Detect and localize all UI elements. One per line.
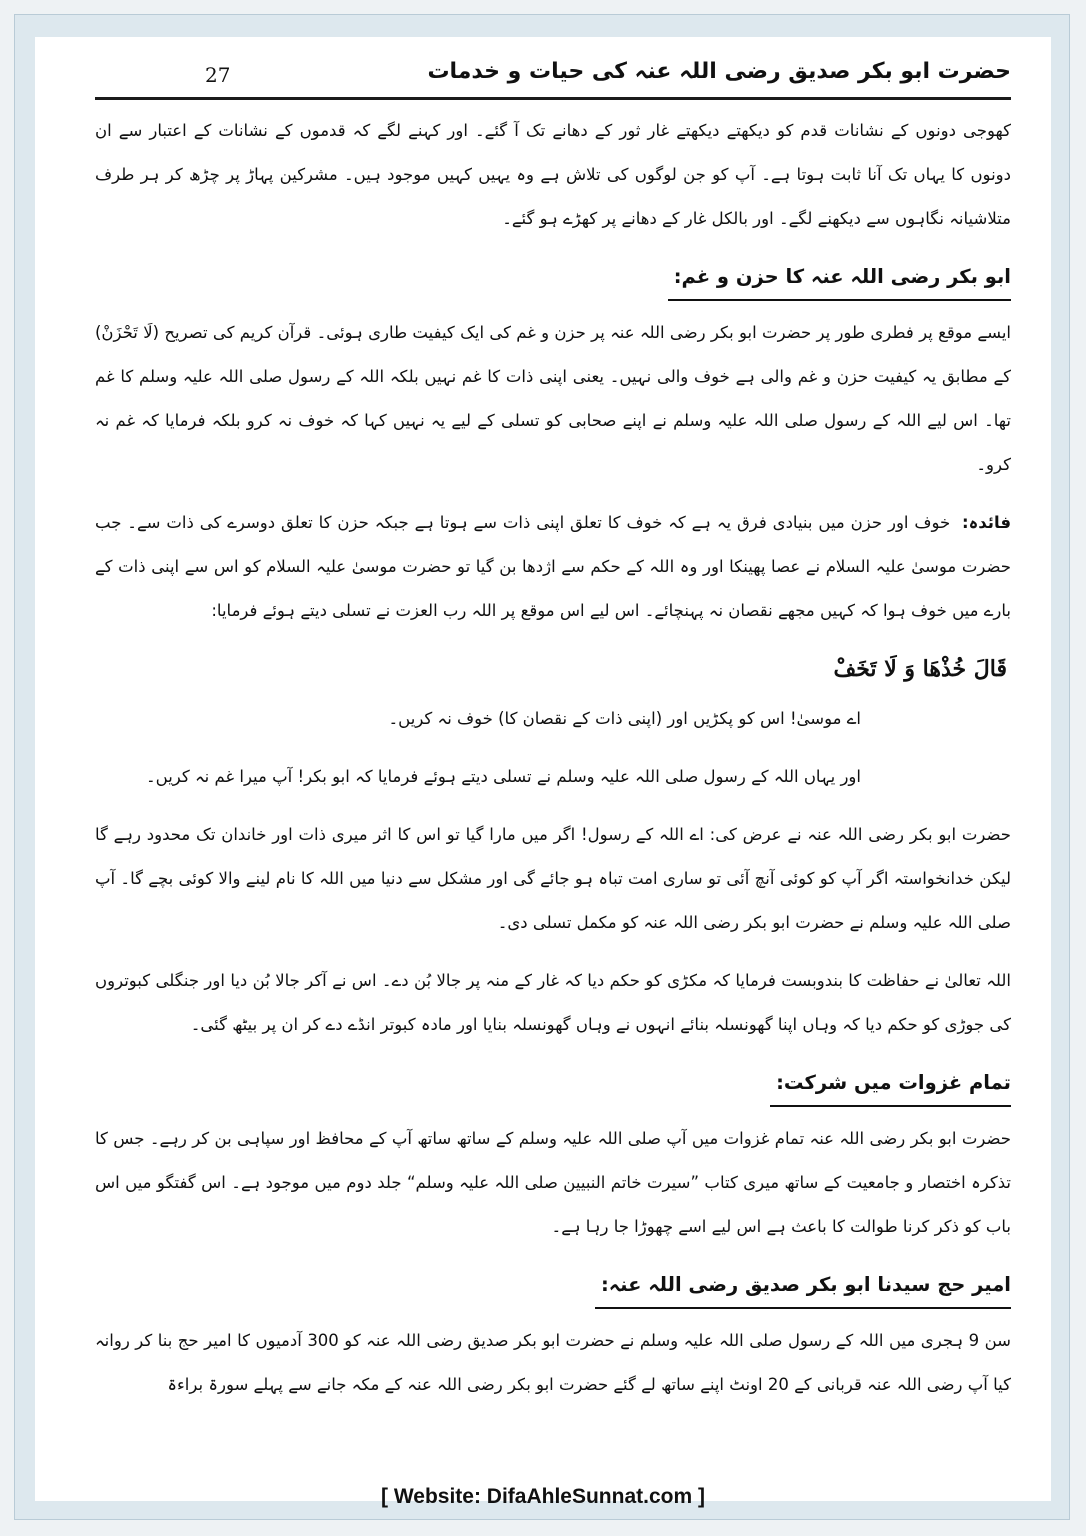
- benefit-label: فائدہ:: [962, 513, 1011, 532]
- translation-line: اے موسیٰ! اس کو پکڑیں اور (اپنی ذات کے نقصان کا) خوف نہ کریں۔: [388, 709, 861, 728]
- page-frame: [14, 14, 1070, 1520]
- website-footer: [ Website: DifaAhleSunnat.com ]: [381, 1485, 705, 1508]
- heading-grief: ابو بکر رضی اللہ عنہ کا حزن و غم:: [668, 257, 1011, 301]
- explanation-line: اور یہاں اللہ کے رسول صلی اللہ علیہ وسلم نے تسلی دیتے ہوئے فرمایا کہ ابو بکر! آپ میرا غم نہ کریں۔: [145, 767, 861, 786]
- heading-battles: تمام غزوات میں شرکت:: [770, 1063, 1011, 1107]
- paragraph-protection: اللہ تعالیٰ نے حفاظت کا بندوبست فرمایا کہ مکڑی کو حکم دیا کہ غار کے منہ پر جالا بُن دے۔ اس نے آکر جالا بُن دیا اور جنگلی کبوتروں کی جوڑی کو حکم دیا کہ وہاں اپنا گھونسلہ بنائے انہوں نے وہاں گھونسلہ بنایا اور مادہ کبوتر انڈے دے کر ان پر بیٹھ گئی۔: [95, 971, 1011, 1034]
- book-page: [35, 37, 1051, 1508]
- paragraph-hajj: سن 9 ہجری میں اللہ کے رسول صلی اللہ علیہ وسلم نے حضرت ابو بکر صدیق رضی اللہ عنہ کو 300 آدمیوں کا امیر حج بنا کر روانہ کیا آپ رضی اللہ عنہ قربانی کے 20 اونٹ اپنے ساتھ لے گئے حضرت ابو بکر رضی اللہ عنہ کے مکہ جانے سے پہلے سورۃ براءۃ: [95, 1331, 1011, 1394]
- benefit-text: خوف اور حزن میں بنیادی فرق یہ ہے کہ خوف کا تعلق اپنی ذات سے ہوتا ہے جبکہ حزن کا تعلق دوسرے کی ذات سے۔ جب حضرت موسیٰ علیہ السلام نے عصا پھینکا اور وہ اللہ کے حکم سے اژدھا بن گیا تو حضرت موسیٰ علیہ السلام کو اس سے اپنی ذات کے بارے میں خوف ہوا کہ کہیں مجھے نقصان نہ پہنچائے۔ اس لیے اس موقع پر اللہ رب العزت نے تسلی دیتے ہوئے فرمایا:: [95, 513, 1011, 620]
- page-header: [95, 55, 1011, 100]
- page-number: 27: [205, 63, 231, 87]
- running-title: حضرت ابو بکر صدیق رضی اللہ عنہ کی حیات و خدمات: [427, 59, 1011, 84]
- quran-ayah: قَالَ خُذْهَا وَ لَا تَخَفْ: [833, 656, 1007, 682]
- paragraph-grief: ایسے موقع پر فطری طور پر حضرت ابو بکر رضی اللہ عنہ پر حزن و غم کی ایک کیفیت طاری ہوئی۔ قرآن کریم کی تصریح (لَا تَحْزَنْ) کے مطابق یہ کیفیت حزن و غم والی ہے خوف والی نہیں۔ یعنی اپنی ذات کا غم نہیں بلکہ اللہ کے رسول صلی اللہ علیہ وسلم کا غم تھا۔ اس لیے اللہ کے رسول صلی اللہ علیہ وسلم نے اپنے صحابی کو تسلی کے لیے یہ نہیں کہا کہ خوف نہ کرو بلکہ فرمایا کہ غم نہ کرو۔: [95, 323, 1011, 474]
- page-content: [95, 109, 1011, 1421]
- paragraph-pursuers: کھوجی دونوں کے نشانات قدم کو دیکھتے دیکھتے غار ثور کے دھانے تک آ گئے۔ اور کہنے لگے کہ قدموں کے نشانات کے اعتبار سے ان دونوں کا یہاں تک آنا ثابت ہوتا ہے۔ آپ کو جن لوگوں کی تلاش ہے وہ یہیں کہیں موجود ہیں۔ مشرکین پہاڑ پر چڑھ کر ہر طرف متلاشیانہ نگاہوں سے دیکھنے لگے۔ اور بالکل غار کے دھانے پر کھڑے ہو گئے۔: [95, 121, 1011, 228]
- paragraph-reply: حضرت ابو بکر رضی اللہ عنہ نے عرض کی: اے اللہ کے رسول! اگر میں مارا گیا تو اس کا اثر میری ذات اور خاندان تک محدود رہے گا لیکن خدانخواستہ اگر آپ کو کوئی آنچ آئی تو ساری امت تباہ ہو جائے گی اور مشکل سے دنیا میں اللہ کا نام لینے والا کوئی بچے گا۔ آپ صلی اللہ علیہ وسلم نے حضرت ابو بکر رضی اللہ عنہ کو مکمل تسلی دی۔: [95, 825, 1011, 932]
- paragraph-benefit: [95, 501, 1011, 633]
- heading-hajj-leader: امیر حج سیدنا ابو بکر صدیق رضی اللہ عنہ:: [595, 1265, 1011, 1309]
- paragraph-battles: حضرت ابو بکر رضی اللہ عنہ تمام غزوات میں آپ صلی اللہ علیہ وسلم کے ساتھ ساتھ آپ کے محافظ اور سپاہی بن کر رہے۔ جس کا تذکرہ اختصار و جامعیت کے ساتھ میری کتاب ”سیرت خاتم النبیین صلی اللہ علیہ وسلم“ جلد دوم میں موجود ہے۔ اس گفتگو میں اس باب کو ذکر کرنا طوالت کا باعث ہے اس لیے اسے چھوڑا جا رہا ہے۔: [95, 1129, 1011, 1236]
